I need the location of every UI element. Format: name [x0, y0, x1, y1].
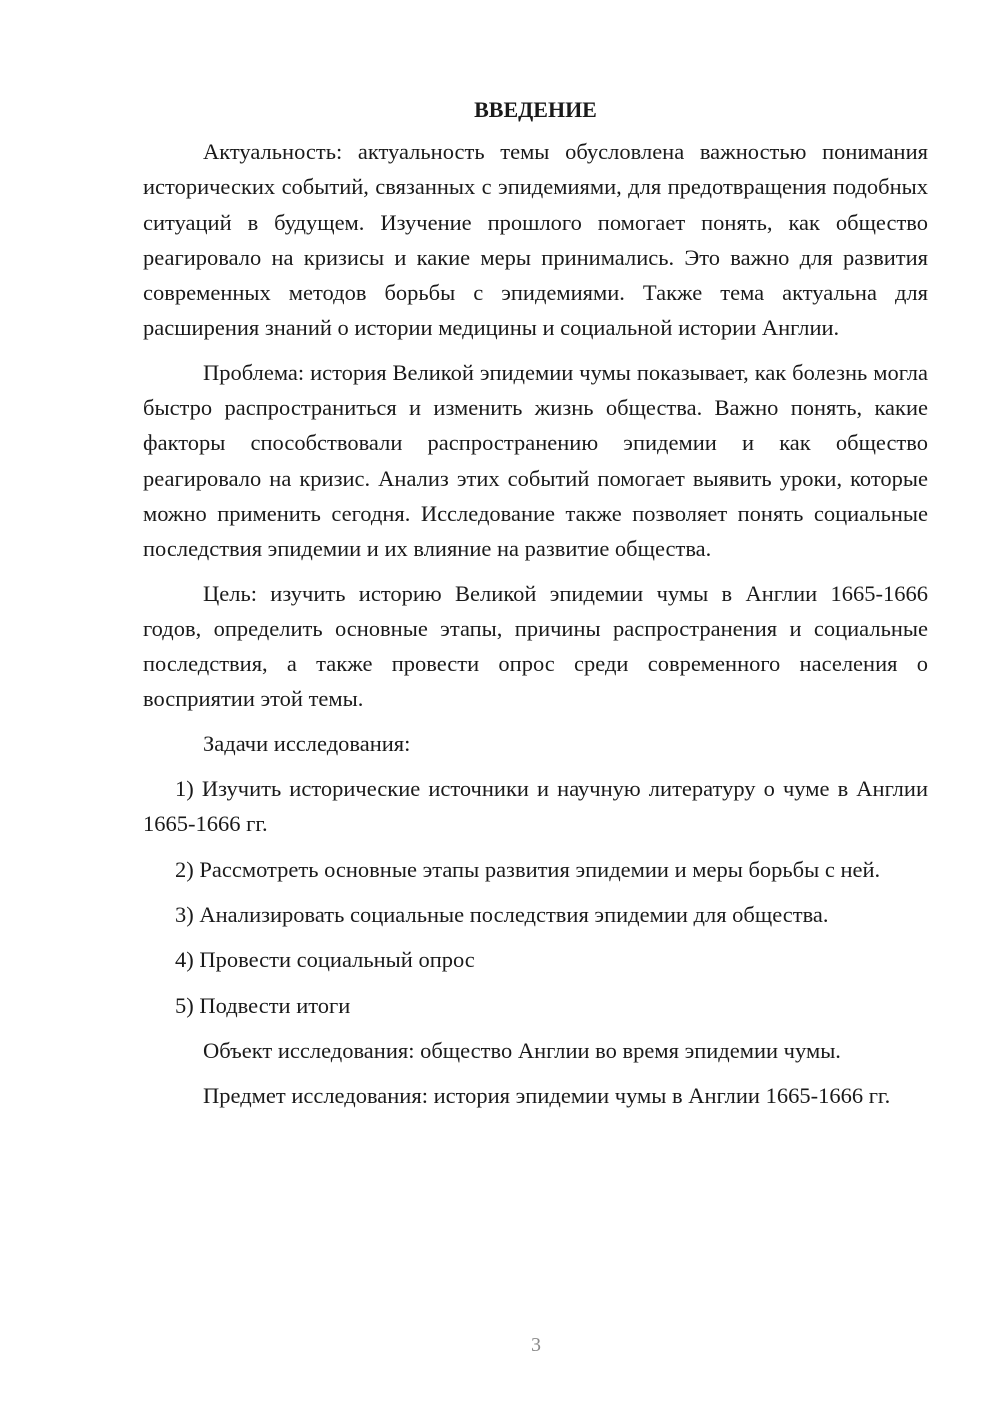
task-item-4: 4) Провести социальный опрос [175, 947, 475, 973]
page-number: 3 [531, 1334, 541, 1356]
tasks-heading: Задачи исследования: [203, 730, 411, 756]
section-title: ВВЕДЕНИЕ [474, 97, 597, 122]
paragraph-relevance: Актуальность: актуальность темы обусловлена важностью понимания исторических событий, связанных с эпидемиями, для предотвращения подобных ситуаций в будущем. Изучение прошлого помогает понять, как общество реагировало на кризисы и какие меры принимались. Это важно для развития современных методов борьбы с эпидемиями. Также тема актуальна для расширения знаний о истории медицины и социальной истории Англии. [143, 139, 928, 341]
task-item-2: 2) Рассмотреть основные этапы развития эпидемии и меры борьбы с ней. [175, 856, 881, 882]
research-subject: Предмет исследования: история эпидемии чумы в Англии 1665-1666 гг. [203, 1083, 891, 1109]
task-item-3: 3) Анализировать социальные последствия эпидемии для общества. [175, 901, 829, 927]
paragraph-goal: Цель: изучить историю Великой эпидемии чумы в Англии 1665-1666 годов, определить основные этапы, причины распространения и социальные последствия, а также провести опрос среди современного населения о восприятии этой темы. [143, 580, 928, 712]
task-item-1: 1) Изучить исторические источники и научную литературу о чуме в Англии 1665-1666 гг. [143, 776, 928, 837]
document-page [143, 96, 928, 1122]
task-item-5: 5) Подвести итоги [175, 992, 351, 1018]
research-object: Объект исследования: общество Англии во время эпидемии чумы. [203, 1037, 841, 1063]
paragraph-problem: Проблема: история Великой эпидемии чумы показывает, как болезнь могла быстро распространиться и изменить жизнь общества. Важно понять, какие факторы способствовали распространению эпидемии и как общество реагировало на кризис. Анализ этих событий помогает выявить уроки, которые можно применить сегодня. Исследование также позволяет понять социальные последствия эпидемии и их влияние на развитие общества. [143, 359, 928, 562]
